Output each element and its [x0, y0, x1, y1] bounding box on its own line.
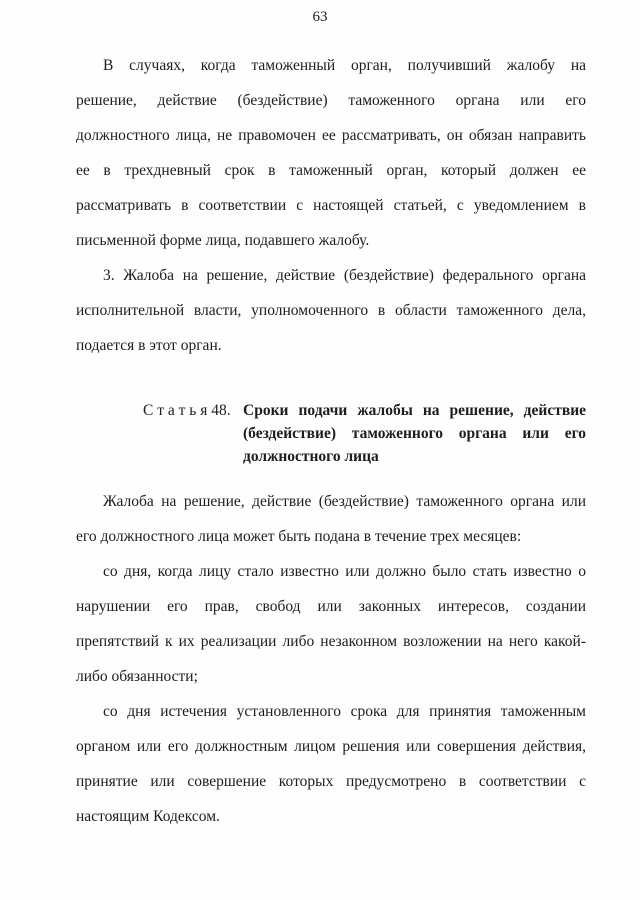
text-line: со дня, когда лицу стало известно или должно было стать известно о — [103, 563, 586, 580]
text-line: нарушении его прав, свобод или законных интересов, создании — [76, 598, 586, 615]
page-content — [76, 48, 586, 834]
text-line: решение, действие (бездействие) таможенного органа или его — [76, 92, 586, 109]
text-line: со дня истечения установленного срока для принятия таможенным — [103, 703, 586, 720]
text-line: органом или его должностным лицом решения или совершения действия, — [76, 738, 586, 755]
text-line: должностного лица — [243, 448, 379, 465]
article-label: С т а т ь я 48. — [143, 402, 231, 419]
text-line: либо обязанности; — [76, 668, 198, 685]
paragraph-from-day-known — [76, 554, 586, 694]
text-line: 3. Жалоба на решение, действие (бездействие) федерального органа — [103, 267, 586, 284]
text-line: (бездействие) таможенного органа или его — [243, 425, 586, 442]
text-line: письменной форме лица, подавшего жалобу. — [76, 232, 370, 249]
text-line: должностного лица, не правомочен ее рассматривать, он обязан направить — [76, 127, 586, 144]
paragraph-filing-term — [76, 484, 586, 554]
text-line: исполнительной власти, уполномоченного в области таможенного дела, — [76, 302, 586, 319]
text-line: Сроки подачи жалобы на решение, действие — [243, 402, 586, 419]
text-line: Жалоба на решение, действие (бездействие) таможенного органа или — [103, 493, 586, 510]
paragraph-from-day-expiry — [76, 694, 586, 834]
text-line: подается в этот орган. — [76, 337, 222, 354]
paragraph-item-3 — [76, 258, 586, 363]
text-line: препятствий к их реализации либо незаконном возложении на него какой- — [76, 633, 586, 650]
text-line: настоящим Кодексом. — [76, 808, 220, 825]
text-line: принятие или совершение которых предусмотрено в соответствии с — [76, 773, 586, 790]
text-line: рассматривать в соответствии с настоящей статьей, с уведомлением в — [76, 197, 586, 214]
article-title — [243, 399, 586, 468]
text-line: ее в трехдневный срок в таможенный орган, который должен ее — [76, 162, 586, 179]
paragraph-complaint-forwarding — [76, 48, 586, 258]
page-number: 63 — [312, 9, 328, 25]
text-line: его должностного лица может быть подана в течение трех месяцев: — [76, 528, 522, 545]
article-heading — [143, 399, 586, 468]
text-line: В случаях, когда таможенный орган, получивший жалобу на — [103, 57, 586, 74]
